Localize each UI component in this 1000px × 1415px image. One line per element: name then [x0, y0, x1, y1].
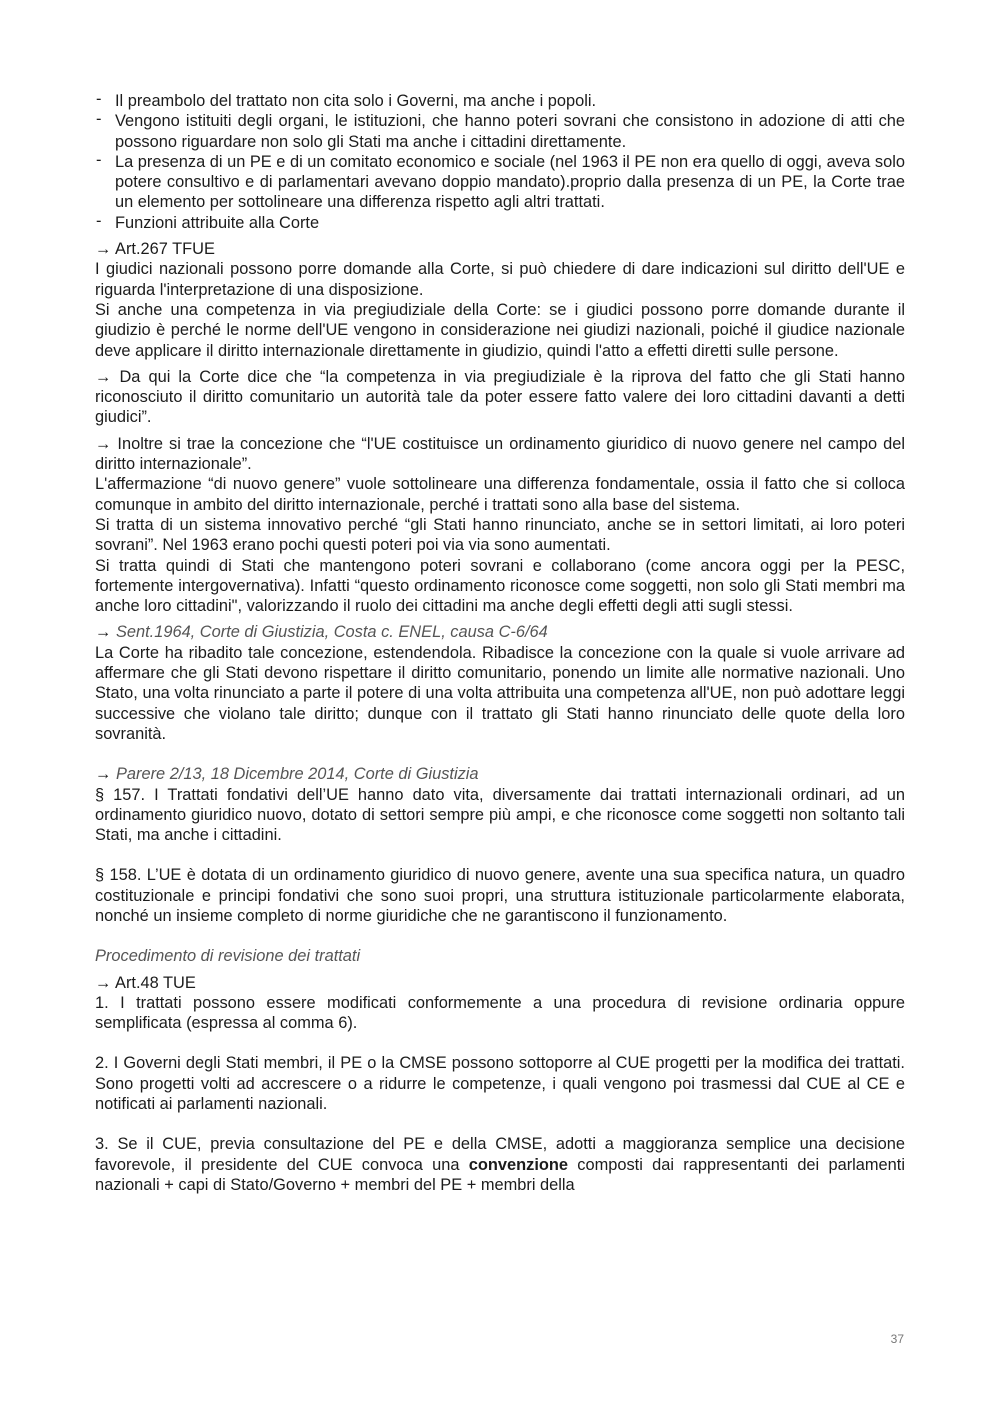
- paragraph: [95, 1134, 905, 1195]
- arrow-glyph: →: [95, 765, 116, 784]
- text-run: composti dai rappresentanti dei parlamenti nazionali + capi di Stato/Governo + membri del PE + membri della: [95, 1155, 905, 1194]
- section-title: Procedimento di revisione dei trattati: [95, 947, 361, 966]
- bullet-item: - Funzioni attribuite alla Corte: [95, 213, 905, 233]
- paragraph: I giudici nazionali possono porre domande alla Corte, si può chiedere di dare indicazioni sul diritto dell'UE e riguarda l'interpretazione di una disposizione.: [95, 260, 905, 299]
- paragraph: La Corte ha ribadito tale concezione, estendendola. Ribadisce la concezione con la quale si vuole arrivare ad affermare che gli Stati devono rispettare il diritto comunitario, ponendo un limite alle normative nazionali. Uno Stato, una volta rinunciato a parte il potere di una volta attribuita una competenza all'UE, non può adottare leggi successive che violano tale diritto; dunque con il trattato gli Stati hanno rinunciato delle quote della loro sovranità.: [95, 643, 905, 743]
- parere-citation: [95, 764, 905, 784]
- paragraph: Si anche una competenza in via pregiudiziale della Corte: se i giudici possono porre domande durante il giudizio è perché le norme dell'UE vengono in considerazione nei giudizi nazionali, poiché il giudice nazionale deve applicare il diritto internazionale direttamente in giudizio, quindi l'atto a effetti diretti sulle persone.: [95, 300, 905, 360]
- paragraph: 2. I Governi degli Stati membri, il PE o la CMSE possono sottoporre al CUE progetti per la modifica dei trattati. Sono progetti volti ad accrescere o a ridurre le competenze, i quali vengono poi trasmessi dal CUE al CE e notificati ai parlamenti nazionali.: [95, 1054, 905, 1114]
- paragraph: → Inoltre si trae la concezione che “l'UE costituisce un ordinamento giuridico di nuovo genere nel campo del diritto internazionale”.: [95, 434, 905, 474]
- paragraph: → Da qui la Corte dice che “la competenza in via pregiudiziale è la riprova del fatto che gli Stati hanno riconosciuto il diritto comunitario un autorità tale da poter essere fatto valere dei loro cittadini davanti a detti giudici”.: [95, 367, 905, 427]
- bullet-item: - La presenza di un PE e di un comitato economico e sociale (nel 1963 il PE non era quello di oggi, aveva solo potere consultivo e di parlamentari avevano doppio mandato).proprio dalla presenza di un PE, la Corte trae un elemento per sottolineare una differenza rispetto agli altri trattati.: [95, 152, 905, 213]
- paragraph-158: § 158. L’UE è dotata di un ordinamento giuridico di nuovo genere, avente una sua specifica natura, un quadro costituzionale e principi fondativi che sono suoi propri, una struttura istituzionale particolarmente elaborata, nonché un insieme completo di norme giuridiche che ne garantiscono il funzionamento.: [95, 866, 905, 925]
- paragraph: Si tratta quindi di Stati che mantengono poteri sovrani e collaborano (come ancora oggi per la PESC, fortemente intergovernativa). Infatti “questo ordinamento riconosce come soggetti, non solo gli Stati membri ma anche loro cittadini", valorizzando il ruolo dei cittadini ma anche degli effetti degli atti sugli stessi.: [95, 556, 905, 616]
- paragraph: L'affermazione “di nuovo genere” vuole sottolineare una differenza fondamentale, ossia il fatto che si colloca comunque in ambito del diritto internazionale, perché i trattati sono alla base del sistema.: [95, 475, 905, 514]
- paragraph: Si tratta di un sistema innovativo perché “gli Stati hanno rinunciato, anche se in settori limitati, ai loro poteri sovrani”. Nel 1963 erano pochi questi poteri poi via via sono aumentati.: [95, 515, 905, 555]
- bullet-item: - Il preambolo del trattato non cita solo i Governi, ma anche i popoli.: [95, 91, 905, 111]
- text-run: 3. Se il CUE, previa consultazione del PE e della CMSE, adotti a maggioranza semplice una decisione favorevole, il presidente del CUE convoca una: [95, 1135, 905, 1174]
- arrow-glyph: →: [95, 623, 116, 642]
- citation-text: Sent.1964, Corte di Giustizia, Costa c. ENEL, causa C-6/64: [115, 623, 548, 642]
- paragraph-157: § 157. I Trattati fondativi dell’UE hanno dato vita, diversamente dai trattati internazionali ordinari, ad un ordinamento giuridico nuovo, dotato di settori sempre più ampi, e che riconosce come soggetti non soltanto tali Stati, ma anche i cittadini.: [95, 785, 905, 845]
- bullet-item: - Vengono istituiti degli organi, le istituzioni, che hanno poteri sovrani che consistono in adozione di atti che possono riguardare non solo gli Stati ma anche i cittadini direttamente.: [95, 111, 905, 152]
- art48-heading: → Art.48 TUE: [95, 973, 196, 992]
- paragraph: 1. I trattati possono essere modificati conformemente a una procedura di revisione ordinaria oppure semplificata (espressa al comma 6).: [95, 993, 905, 1033]
- art267-heading: → Art.267 TFUE: [95, 240, 215, 259]
- citation-text: Parere 2/13, 18 Dicembre 2014, Corte di Giustizia: [115, 765, 479, 784]
- bold-term: convenzione: [468, 1155, 569, 1174]
- page-number: 37: [890, 1332, 904, 1346]
- document-page: [95, 91, 905, 1195]
- costa-enel-citation: [95, 622, 905, 642]
- bullet-list: [95, 91, 905, 233]
